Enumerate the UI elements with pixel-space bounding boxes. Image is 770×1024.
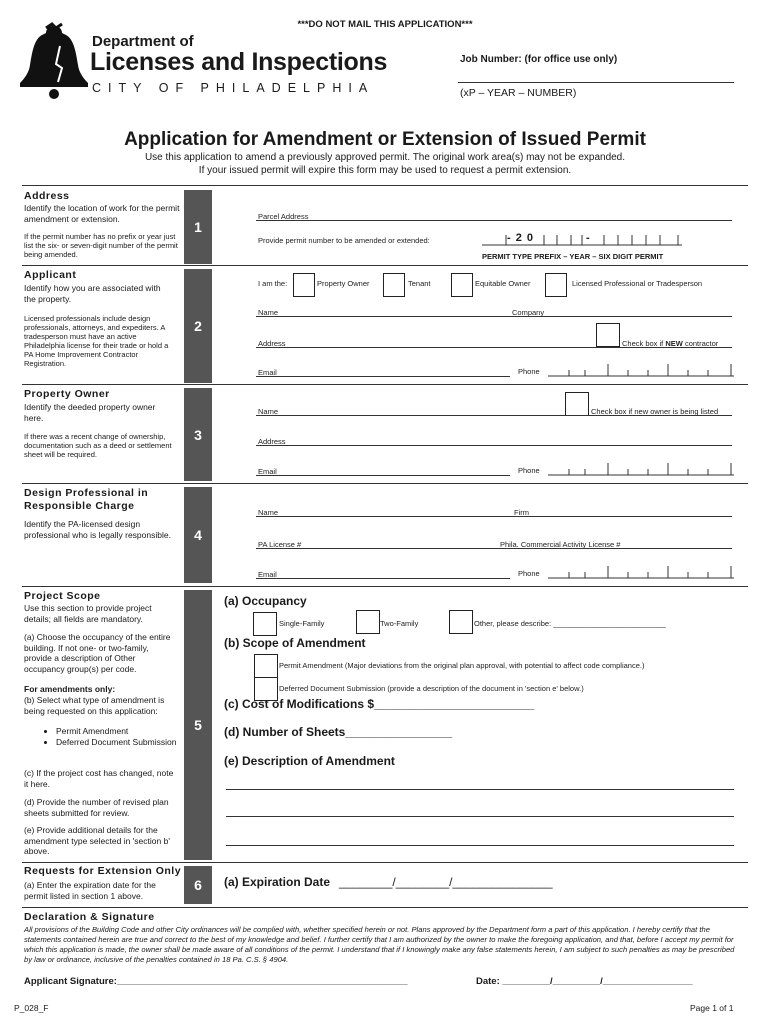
design-email-field[interactable] xyxy=(256,578,510,579)
section-3-title: Property Owner xyxy=(24,388,110,400)
section-5-note-a: (a) Choose the occupancy of the entire building. If not one- or two-family, provide a description of Other occupancy group(s) per code. xyxy=(24,632,171,674)
licensed-professional-label: Licensed Professional or Tradesperson xyxy=(572,279,703,288)
signature-date-field[interactable]: Date: _________/_________/_________________ xyxy=(476,976,693,987)
section-4-desc: Identify the PA-licensed design professional who is legally responsible. xyxy=(24,519,171,540)
design-license-field[interactable] xyxy=(256,548,732,549)
section-5-desc: Use this section to provide project details; all fields are mandatory. xyxy=(24,603,152,624)
description-line-2[interactable] xyxy=(226,816,734,817)
permit-amendment-checkbox[interactable] xyxy=(254,654,278,678)
tenant-checkbox[interactable] xyxy=(383,273,405,297)
section-4-number: 4 xyxy=(184,487,212,583)
form-subtitle-1: Use this application to amend a previously approved permit. The original work area(s) may not be expanded. xyxy=(144,152,626,163)
new-contractor-checkbox[interactable] xyxy=(596,323,620,347)
owner-email-label: Email xyxy=(258,467,277,476)
description-of-amendment-title: (e) Description of Amendment xyxy=(224,754,395,768)
section-divider xyxy=(22,384,748,385)
section-6-number: 6 xyxy=(184,866,212,904)
design-phone-field[interactable] xyxy=(548,564,734,579)
equitable-owner-label: Equitable Owner xyxy=(475,279,531,288)
section-divider xyxy=(22,586,748,587)
phila-license-label: Phila. Commercial Activity License # xyxy=(500,540,621,549)
section-5-note-c: (c) If the project cost has changed, note it here. xyxy=(24,768,174,789)
design-name-field[interactable] xyxy=(256,516,732,517)
section-4-title: Design Professional in Responsible Charge xyxy=(24,487,149,512)
parcel-address-label: Parcel Address xyxy=(258,212,309,221)
dept-line3: CITY OF PHILADELPHIA xyxy=(92,81,375,95)
section-divider xyxy=(22,907,748,908)
form-id: P_028_F xyxy=(14,1003,49,1013)
new-owner-checkbox[interactable] xyxy=(565,392,589,416)
section-3-note: If there was a recent change of ownership, documentation such as a deed or settlement sheet will be required. xyxy=(24,432,172,459)
dept-line2: Licenses and Inspections xyxy=(90,48,388,76)
applicant-name-label: Name xyxy=(258,308,279,317)
amendment-type-list xyxy=(20,726,206,747)
page-number: Page 1 of 1 xyxy=(690,1003,734,1013)
property-owner-label: Property Owner xyxy=(317,279,370,288)
do-not-mail-notice: ***DO NOT MAIL THIS APPLICATION*** xyxy=(297,19,473,30)
design-name-label: Name xyxy=(258,508,279,517)
list-item: • Permit Amendment xyxy=(56,726,206,737)
amendments-only-label: For amendments only: xyxy=(24,684,116,694)
section-5-note-e: (e) Provide additional details for the amendment type selected in 'section b' above. xyxy=(24,825,170,856)
applicant-email-label: Email xyxy=(258,368,277,377)
owner-address-label: Address xyxy=(258,437,286,446)
description-line-1[interactable] xyxy=(226,789,734,790)
permit-number-boxes[interactable] xyxy=(482,230,682,246)
section-5-title: Project Scope xyxy=(24,590,101,602)
deferred-document-label: Deferred Document Submission (provide a description of the document in 'section e' below.) xyxy=(279,684,584,693)
section-1-title: Address xyxy=(24,190,70,202)
new-owner-label: Check box if new owner is being listed xyxy=(591,407,719,416)
owner-address-field[interactable] xyxy=(256,445,732,446)
description-line-3[interactable] xyxy=(226,845,734,846)
permit-number-label: Provide permit number to be amended or extended: xyxy=(258,236,430,245)
parcel-address-field[interactable] xyxy=(256,220,732,221)
applicant-email-field[interactable] xyxy=(256,376,510,377)
applicant-signature-field[interactable]: Applicant Signature:_______________________________________________________ xyxy=(24,976,408,987)
form-subtitle-2: If your issued permit will expire this form may be used to request a permit extension. xyxy=(198,165,572,176)
section-divider xyxy=(22,862,748,863)
section-2-note: Licensed professionals include design professionals, attorneys, and expediters. A tradesperson must have an active Philadelphia license for their trade or hold a PA Home Improvement Contractor Registration. xyxy=(24,314,169,368)
equitable-owner-checkbox[interactable] xyxy=(451,273,473,297)
section-3-number: 3 xyxy=(184,388,212,481)
two-family-label: Two-Family xyxy=(380,619,419,628)
section-2-title: Applicant xyxy=(24,269,77,281)
design-firm-label: Firm xyxy=(514,508,529,517)
section-divider xyxy=(22,185,748,186)
section-1-note: If the permit number has no prefix or year just list the six- or seven-digit number of the permit being amended. xyxy=(24,232,178,259)
owner-email-field[interactable] xyxy=(256,475,510,476)
property-owner-checkbox[interactable] xyxy=(293,273,315,297)
scope-of-amendment-title: (b) Scope of Amendment xyxy=(224,636,366,650)
applicant-phone-field[interactable] xyxy=(548,362,734,377)
section-6-title: Requests for Extension Only xyxy=(24,865,182,877)
list-item: • Deferred Document Submission xyxy=(56,737,206,748)
declaration-text: All provisions of the Building Code and other City ordinances will be complied with, whether specified herein or not. Plans approved by the Department form a part of this application. I hereby certify that the statements contained herein are true and correct to the best of my knowledge and belief. I further certify that I am authorized by the owner to make the foregoing application, and that, before I accept my permit for which this application is made, the owner shall be made aware of all conditions of the permit. I understand that if I knowingly make any false statements herein, I am subject to such penalties as may be prescribed by law or ordinance, inclusive of the penalties contained in 18 Pa. C.S. § 4904. xyxy=(24,925,735,964)
cost-of-modifications-field[interactable]: (c) Cost of Modifications $________________________ xyxy=(224,697,535,711)
two-family-checkbox[interactable] xyxy=(356,610,380,634)
owner-name-label: Name xyxy=(258,407,279,416)
applicant-phone-label: Phone xyxy=(518,367,540,376)
form-title: Application for Amendment or Extension of Issued Permit xyxy=(124,129,646,150)
owner-name-field[interactable] xyxy=(256,415,732,416)
permit-year-prefix: - 2 0 xyxy=(507,232,535,244)
section-5-number: 5 xyxy=(184,590,212,860)
dept-line1: Department of xyxy=(92,33,194,50)
single-family-label: Single-Family xyxy=(279,619,325,628)
applicant-company-label: Company xyxy=(512,308,545,317)
section-6-desc: (a) Enter the expiration date for the permit listed in section 1 above. xyxy=(24,880,156,901)
single-family-checkbox[interactable] xyxy=(253,612,277,636)
occupancy-title: (a) Occupancy xyxy=(224,594,307,608)
section-2-number: 2 xyxy=(184,269,212,383)
i-am-label: I am the: xyxy=(258,279,288,288)
licensed-professional-checkbox[interactable] xyxy=(545,273,567,297)
owner-phone-label: Phone xyxy=(518,466,540,475)
other-occupancy-checkbox[interactable] xyxy=(449,610,473,634)
section-3-desc: Identify the deeded property owner here. xyxy=(24,402,156,423)
tenant-label: Tenant xyxy=(408,279,431,288)
liberty-bell-logo xyxy=(20,22,88,100)
job-number-format: (xP – YEAR – NUMBER) xyxy=(460,87,577,99)
expiration-date-field[interactable]: ________/________/_______________ xyxy=(339,875,553,889)
applicant-name-field[interactable] xyxy=(256,316,732,317)
pa-license-label: PA License # xyxy=(258,540,302,549)
section-divider xyxy=(22,265,748,266)
section-2-desc: Identify how you are associated with the property. xyxy=(24,283,161,304)
owner-phone-field[interactable] xyxy=(548,461,734,476)
permit-format-note: PERMIT TYPE PREFIX – YEAR – SIX DIGIT PERMIT xyxy=(482,252,664,261)
section-divider xyxy=(22,483,748,484)
section-1-number: 1 xyxy=(184,190,212,264)
section-1-desc: Identify the location of work for the permit amendment or extension. xyxy=(24,203,180,224)
declaration-title: Declaration & Signature xyxy=(24,911,155,923)
applicant-address-label: Address xyxy=(258,339,286,348)
permit-amendment-label: Permit Amendment (Major deviations from the original plan approval, with potential to affect code compliance.) xyxy=(279,661,645,670)
new-contractor-label: Check box if NEW contractor xyxy=(622,339,719,348)
other-occupancy-label: Other, please describe: ___________________________ xyxy=(474,619,666,628)
design-phone-label: Phone xyxy=(518,569,540,578)
applicant-address-field[interactable] xyxy=(256,347,732,348)
job-number-label: Job Number: (for office use only) xyxy=(460,54,618,65)
job-number-field[interactable] xyxy=(458,82,734,83)
design-email-label: Email xyxy=(258,570,277,579)
permit-dash: - xyxy=(586,232,590,244)
expiration-date-label: (a) Expiration Date xyxy=(224,875,331,889)
number-of-sheets-field[interactable]: (d) Number of Sheets________________ xyxy=(224,725,453,739)
section-5-note-d: (d) Provide the number of revised plan sheets submitted for review. xyxy=(24,797,169,818)
section-5-note-b: (b) Select what type of amendment is being requested on this application: xyxy=(24,695,165,716)
